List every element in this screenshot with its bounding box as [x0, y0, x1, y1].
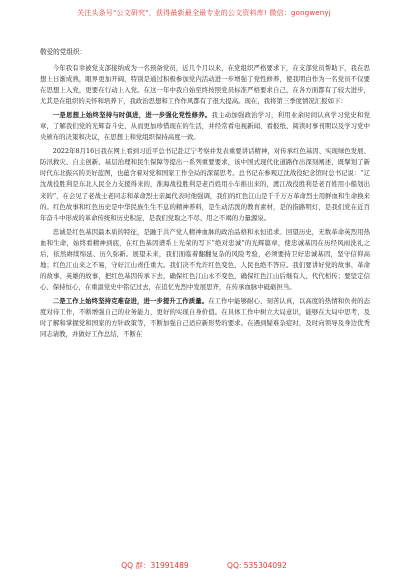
document-body [40, 47, 370, 343]
paragraph-text: 忠诚是红色基因最本质的特征，是融于共产党人精神血脉的政治品格和永恒追求。回望历史，无数革命英烈用热血和生命，始终看精神到底，在红色基因谱系上光荣的写下“绝对忠诚”的光辉篇章，使忠诚基因在历经风雨洗礼之后，依然赓续绵延、历久弥新。展望未来，我们面临着翻翻复杂的风险考验，必须要持卫好忠诚基因，坚守信仰高地；红色江山来之不易，守好江山责任重大。我们决不允许红色变色，人民也绝不答应。我们要讲好党的故事、革命的故事、英雄的故事，把红色基因传承下去，确保红色江山永不变色，确保红色江山后继有人、代代相传；要坚定信心、保持恒心，在重温党史中铭记过去，在追忆先烈中发展思齐，在传承血脉中砥砺担当。 [40, 227, 370, 291]
paragraph-speech [40, 146, 370, 223]
paragraph-text: 2022年8月16日我在网上看到习近平总书记赴辽宁考察并发表重要讲话精神，对传承红色基因、实现绿色发展、防汛救灾、自主创新、基层治理和民生保障等提出一系列重要要求，该中国式现代化道路作出深刻阐述，既擘划了新时代东北振兴的美好蓝图，也蕴含着对党和国家工作全局的深谋思考。总书记在参观辽沈战役纪念馆时总书记说：“辽沈战役胜利是东北人民全力支援得来的，淮海战役胜利是老百姓用小车推出来的，渡江战役胜利是老百姓用小船划出来的”，在会见了老战士老同志和革命烈士亲属代表时他强调，我们的红色江山是千千万万革命烈士用鲜血和生命换来的。红色故事和红色历史是中华民族生生不息的精神养料，是生动活泼的教育素材，是的指路明灯，是我们党在近百年奋斗中形成的革命传统和历史积淀，是我们党取之不尽、用之不竭的力量源泉。 [40, 147, 370, 222]
paragraph-lead: 一是思想上始终坚持与时俱进，进一步强化党性修养。 [52, 111, 212, 120]
paragraph-text: 今年我有幸被党支部接纳成为一名预备党员，近几个月以来，在党组织严格要求下，在支部党员帮助下，我在思想上日渐成熟，眼界更加开阔，特别是通过积极参加党内活动进一步增强了党性修养，使我明白作为一名党员不仅要在思想上入党，更要在行动上入党。在这一年中我自始至终按照党员标准严格要求自己，在各方面都有了较大进步，尤其是在组织的关怀和培养下，我政治思想和工作作风都有了很大提高。现在，我将第三季度情况汇报如下： [40, 64, 370, 106]
paragraph-text: 在工作中能够耐心、刻苦认真，以高度的热情和负责的态度对待工作，不断增强自己的业务能力，更好的实现自身价值。在具体工作中树立大局意识，能够在大局中思考，及时了解和掌握党和国家的方针政策等，不断加强自己适应新形势的要求。在遇到疑难杂症时，及时向领导及身边优秀同志请教，并做好工作总结，不断在 [40, 296, 370, 339]
footer-qq: QQ: 535304092 [227, 561, 287, 570]
paragraph-intro [40, 63, 370, 107]
header-banner: 关注头条号"公文研究"，获得最新最全最专业的公文资料库! 微信：gongwenyj [77, 9, 331, 17]
paragraph-work [40, 296, 370, 340]
paragraph-lead: 二是工作上始终坚持克难奋进，进一步提升工作质量。 [52, 296, 209, 305]
salutation: 敬爱的党组织： [40, 48, 87, 56]
paragraph-loyalty [40, 227, 370, 293]
paragraph-ideology [40, 110, 370, 143]
footer-qq-group: QQ 群：31991489 [121, 561, 189, 570]
paragraph-text: 我主动加强政治学习，利用业余时间认真学习党史和党章，了解我们党的光辉奋斗史，从而更加珍惜现在的生活，并经常看电视新闻、看报纸、阅读时事刊期以及学习党中央颁布的决策和决议，在思想上和党组织保持高度一致。 [40, 111, 371, 142]
footer-contact [0, 560, 408, 571]
